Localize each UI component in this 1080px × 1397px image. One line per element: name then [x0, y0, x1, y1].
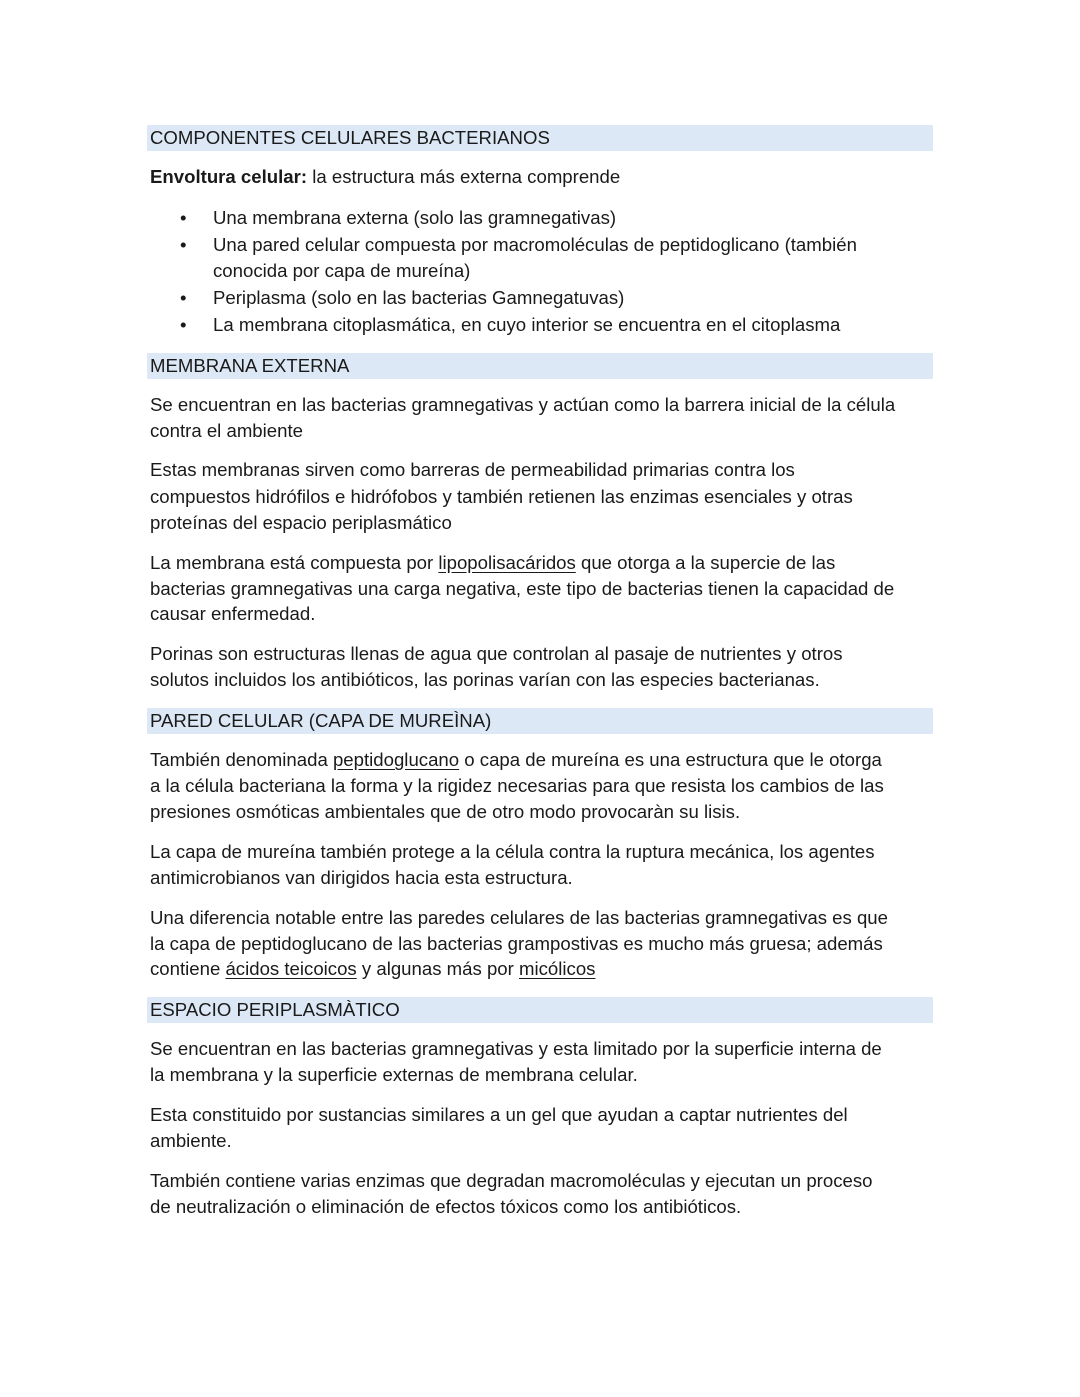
paragraph-line: ambiente. — [150, 1130, 232, 1151]
paragraph-line — [150, 550, 835, 576]
lipopolisacaridos-link[interactable]: lipopolisacáridos — [438, 552, 576, 573]
paragraph-line: compuestos hidrófilos e hidrófobos y también retienen las enzimas esenciales y otras — [150, 486, 853, 507]
micolicos-link[interactable]: micólicos — [519, 958, 596, 979]
paragraph-line: presiones osmóticas ambientales que de otro modo provocaràn su lisis. — [150, 801, 741, 822]
paragraph-line: La capa de mureína también protege a la célula contra la ruptura mecánica, los agentes — [150, 841, 875, 862]
paragraph-line: la capa de peptidoglucano de las bacterias grampostivas es mucho más gruesa; además — [150, 933, 883, 954]
paragraph-line: proteínas del espacio periplasmático — [150, 512, 452, 533]
heading-text: COMPONENTES CELULARES BACTERIANOS — [150, 127, 550, 148]
paragraph-line: Se encuentran en las bacterias gramnegativas y actúan como la barrera inicial de la célula — [150, 394, 896, 415]
heading-text: ESPACIO PERIPLASMÀTICO — [150, 999, 400, 1020]
paragraph-line: Porinas son estructuras llenas de agua que controlan al pasaje de nutrientes y otros — [150, 643, 843, 664]
paragraph-line: Esta constituido por sustancias similares a un gel que ayudan a captar nutrientes del — [150, 1104, 848, 1125]
paragraph-line: bacterias gramnegativas una carga negativa, este tipo de bacterias tienen la capacidad de — [150, 578, 895, 599]
paragraph-line: a la célula bacteriana la forma y la rigidez necesarias para que resista los cambios de las — [150, 775, 884, 796]
paragraph-line: causar enfermedad. — [150, 603, 316, 624]
paragraph-line — [150, 747, 882, 773]
text: que otorga a la supercie de las — [575, 552, 836, 573]
text: La membrana está compuesta por — [150, 552, 439, 573]
bullet-icon: • — [180, 234, 187, 255]
section-heading-membrana-externa — [147, 353, 933, 379]
paragraph-line: Se encuentran en las bacterias gramnegativas y esta limitado por la superficie interna de — [150, 1038, 882, 1059]
list-item: La membrana citoplasmática, en cuyo interior se encuentra en el citoplasma — [213, 314, 841, 335]
paragraph-line: solutos incluidos los antibióticos, las porinas varían con las especies bacterianas. — [150, 669, 820, 690]
bullet-icon: • — [180, 207, 187, 228]
list-item-continuation: conocida por capa de mureína) — [213, 260, 471, 281]
text: y algunas más por — [356, 958, 519, 979]
heading-text: MEMBRANA EXTERNA — [150, 355, 350, 376]
paragraph-line: Una diferencia notable entre las paredes celulares de las bacterias gramnegativas es que — [150, 907, 888, 928]
intro-text: la estructura más externa comprende — [307, 166, 621, 187]
text: También denominada — [150, 749, 333, 770]
intro-bold: Envoltura celular: — [150, 166, 308, 187]
paragraph-line — [150, 956, 595, 982]
section-heading-espacio-periplasmatico — [147, 997, 933, 1023]
section-heading-pared-celular — [147, 708, 933, 734]
paragraph-line: También contiene varias enzimas que degradan macromoléculas y ejecutan un proceso — [150, 1170, 873, 1191]
list-item: Periplasma (solo en las bacterias Gamnegatuvas) — [213, 287, 625, 308]
intro-line — [150, 164, 620, 190]
heading-text: PARED CELULAR (CAPA DE MUREÌNA) — [150, 710, 492, 731]
list-item: Una pared celular compuesta por macromoléculas de peptidoglicano (también — [213, 234, 857, 255]
bullet-icon: • — [180, 314, 187, 335]
list-item: Una membrana externa (solo las gramnegativas) — [213, 207, 617, 228]
paragraph-line: antimicrobianos van dirigidos hacia esta estructura. — [150, 867, 573, 888]
paragraph-line: la membrana y la superficie externas de membrana celular. — [150, 1064, 638, 1085]
bullet-icon: • — [180, 287, 187, 308]
acidos-teicoicos-link[interactable]: ácidos teicoicos — [225, 958, 357, 979]
paragraph-line: de neutralización o eliminación de efectos tóxicos como los antibióticos. — [150, 1196, 742, 1217]
section-heading-componentes — [147, 125, 933, 151]
peptidoglucano-link[interactable]: peptidoglucano — [332, 749, 460, 770]
paragraph-line: Estas membranas sirven como barreras de permeabilidad primarias contra los — [150, 459, 795, 480]
paragraph-line: contra el ambiente — [150, 420, 303, 441]
text: o capa de mureína es una estructura que le otorga — [459, 749, 882, 770]
text: contiene — [150, 958, 226, 979]
